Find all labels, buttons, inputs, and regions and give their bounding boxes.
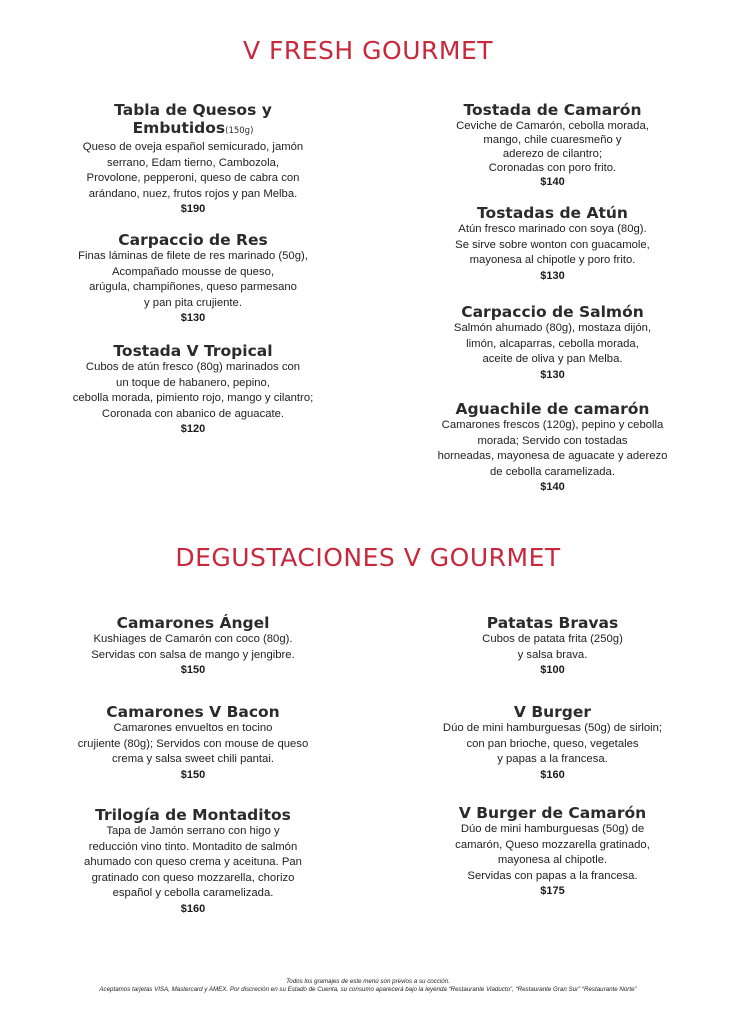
- item-price: $150: [180, 768, 206, 781]
- section-title-degustaciones: DEGUSTACIONES V GOURMET: [175, 543, 561, 572]
- item-price: $140: [540, 481, 565, 493]
- item-grams: (150g): [225, 126, 254, 136]
- item-price: $140: [540, 176, 565, 188]
- item-name: V Burger: [513, 703, 592, 721]
- menu-item-tostadas-atun: [380, 204, 725, 284]
- item-name: Tostadas de Atún: [477, 204, 628, 222]
- item-price: $120: [180, 423, 206, 435]
- item-description: Finas láminas de filete de res marinado (50g), Acompañado mousse de queso, arúgula, champiñones, queso parmesano y pan pita crujiente.: [78, 250, 308, 309]
- item-name: Tabla de Quesos y Embutidos(150g): [114, 101, 272, 137]
- item-description: Cubos de atún fresco (80g) marinados con un toque de habanero, pepino, cebolla morada, pimiento rojo, mango y cilantro; Coronada con abanico de aguacate.: [72, 361, 314, 420]
- item-description: Atún fresco marinado con soya (80g). Se sirve sobre wonton con guacamole, mayonesa al chipotle y poro frito.: [455, 223, 650, 266]
- menu-item-tostada-tropical: [18, 342, 368, 437]
- item-description: Queso de oveja español semicurado, jamón serrano, Edam tierno, Cambozola, Provolone, pepperoni, queso de cabra con arándano, nuez, frutos rojos y pan Melba.: [82, 141, 304, 200]
- menu-item-tabla-quesos: [18, 101, 368, 217]
- item-description: Camarones frescos (120g), pepino y cebolla morada; Servido con tostadas horneadas, mayonesa de aguacate y aderezo de cebolla caramelizada.: [437, 419, 668, 478]
- item-description: Kushiages de Camarón con coco (80g). Servidas con salsa de mango y jengibre.: [91, 633, 295, 661]
- item-name: Camarones V Bacon: [106, 703, 280, 721]
- item-name: Tostada de Camarón: [463, 101, 642, 119]
- item-price: $100: [540, 664, 565, 676]
- item-price: $130: [180, 312, 206, 324]
- menu-item-tostada-camaron: [380, 101, 725, 190]
- item-name: V Burger de Camarón: [458, 804, 647, 822]
- item-price: $190: [180, 203, 206, 215]
- item-name: Patatas Bravas: [486, 614, 619, 632]
- item-price: $130: [540, 269, 565, 282]
- item-name: Trilogía de Montaditos: [95, 806, 291, 824]
- menu-item-patatas-bravas: [380, 614, 725, 678]
- footer-note: [0, 978, 736, 994]
- menu-item-camarones-angel: [18, 614, 368, 678]
- item-description: Cubos de patata frita (250g) y salsa brava.: [482, 633, 623, 661]
- item-price: $130: [540, 368, 565, 381]
- item-price: $160: [540, 768, 565, 781]
- item-description: Dúo de mini hamburguesas (50g) de camarón, Queso mozzarella gratinado, mayonesa al chipotle. Servidas con papas a la francesa.: [455, 823, 650, 882]
- item-description: Camarones envueltos en tocino crujiente (80g); Servidos con mouse de queso crema y salsa sweet chili pantai.: [77, 722, 309, 765]
- item-name: Tostada V Tropical: [113, 342, 273, 360]
- menu-item-carpaccio-salmon: [380, 303, 725, 383]
- item-name: Carpaccio de Res: [118, 231, 268, 249]
- item-description: Salmón ahumado (80g), mostaza dijón, limón, alcaparras, cebolla morada, aceite de oliva y pan Melba.: [453, 322, 652, 365]
- menu-item-v-burger-camaron: [380, 804, 725, 899]
- menu-item-aguachile: [380, 400, 725, 495]
- item-price: $175: [540, 885, 565, 897]
- section-title-fresh-gourmet: V FRESH GOURMET: [242, 36, 494, 65]
- menu-item-trilogia-montaditos: [18, 806, 368, 917]
- item-name: Camarones Ángel: [116, 614, 270, 632]
- menu-item-camarones-bacon: [18, 703, 368, 783]
- item-description: Tapa de Jamón serrano con higo y reducción vino tinto. Montadito de salmón ahumado con queso crema y aceituna. Pan gratinado con queso mozzarella, chorizo español y cebolla caramelizada.: [84, 825, 302, 899]
- menu-item-v-burger: [380, 703, 725, 783]
- menu-item-carpaccio-res: [18, 231, 368, 326]
- footer-line-payment: Aceptamos tarjetas VISA, Mastercard y AMEX. Por discreción en su Estado de Cuenta, su consumo aparecerá bajo la leyenda “Restaurante Viaducto”, “Restaurante Gran Sur” “Restaurante Norte”: [99, 986, 637, 993]
- footer-line-gramajes: Todos los gramajes de este menú son previos a su cocción.: [286, 978, 450, 985]
- item-name: Carpaccio de Salmón: [461, 303, 644, 321]
- item-description: Dúo de mini hamburguesas (50g) de sirloin; con pan brioche, queso, vegetales y papas a la francesa.: [442, 722, 663, 765]
- item-price: $160: [180, 902, 206, 915]
- item-price: $150: [180, 664, 206, 676]
- item-description: Ceviche de Camarón, cebolla morada, mango, chile cuaresmeño y aderezo de cilantro; Coronadas con poro frito.: [456, 120, 649, 174]
- item-name: Aguachile de camarón: [455, 400, 650, 418]
